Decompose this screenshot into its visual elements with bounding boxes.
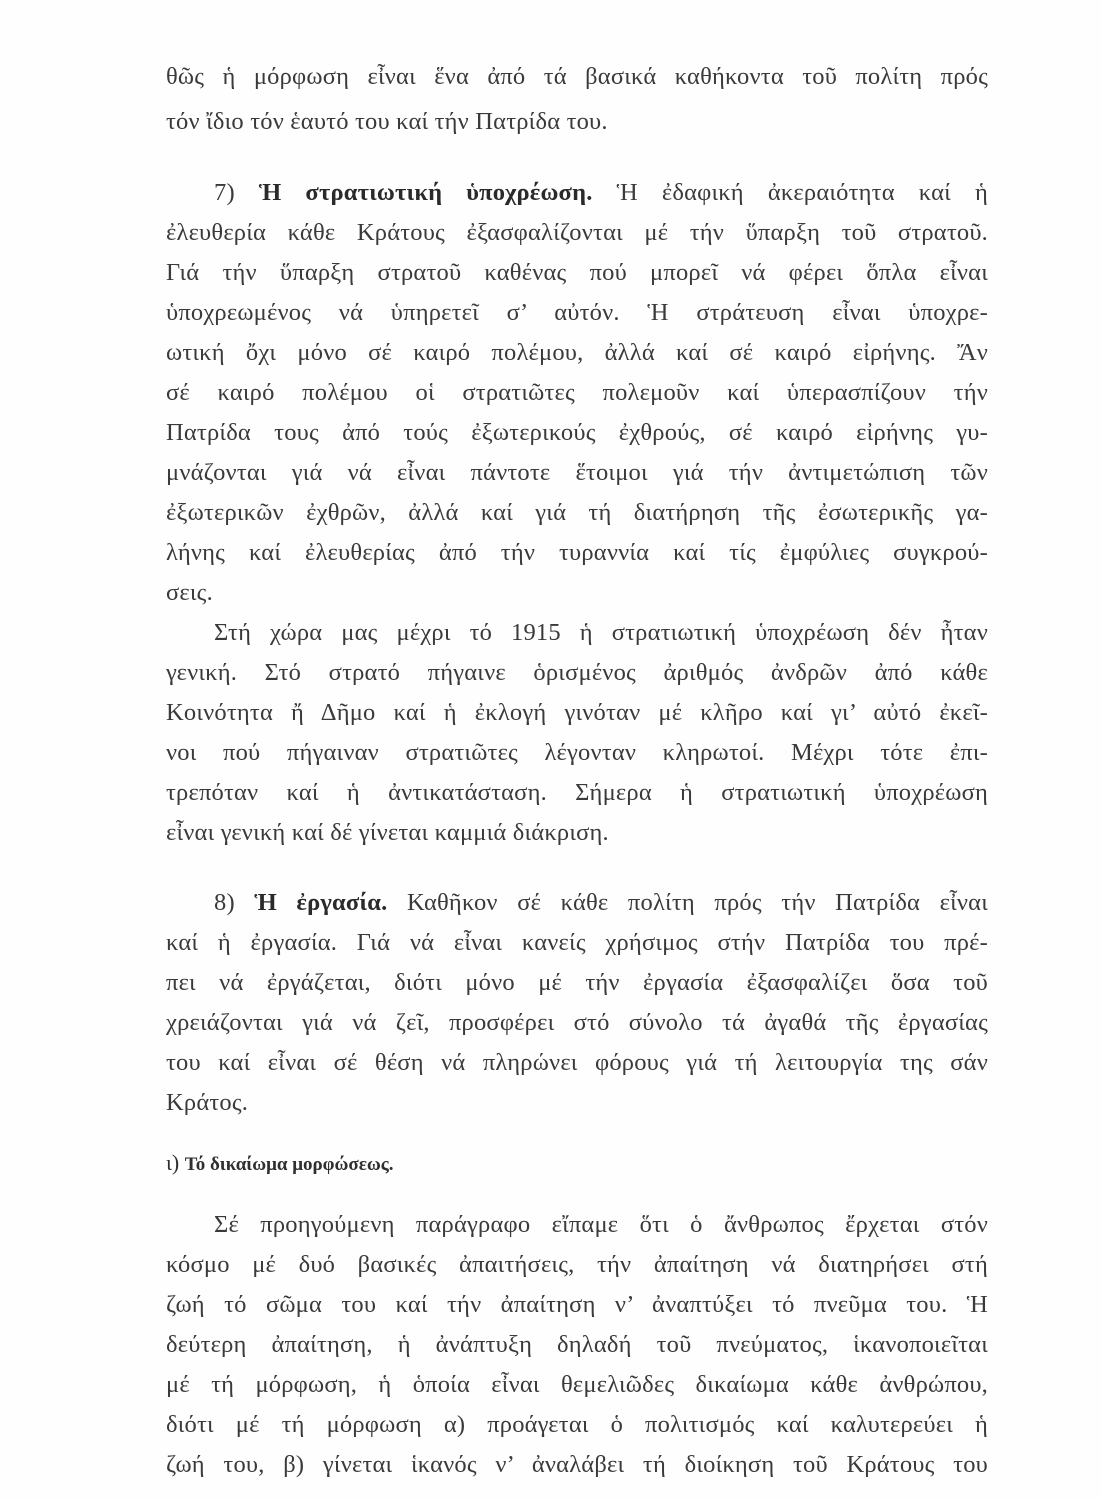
text-line: τόν ἴδιο τόν ἑαυτό του καί τήν Πατρίδα του.	[166, 108, 608, 135]
text-line: γενική. Στό στρατό πήγαινε ὁρισμένος ἀριθμός ἀνδρῶν ἀπό κάθε	[166, 659, 988, 686]
text-line: εἶναι γενική καί δέ γίνεται καμμιά διάκριση.	[166, 819, 609, 846]
section-7-number: 7)	[214, 179, 259, 206]
subsection-heading	[166, 1150, 394, 1178]
text-line: Στή χώρα μας μέχρι τό 1915 ἡ στρατιωτική ὑποχρέωση δέν ἦταν	[214, 619, 988, 646]
text-line: πει νά ἐργάζεται, διότι μόνο μέ τήν ἐργασία ἐξασφαλίζει ὅσα τοῦ	[166, 969, 988, 996]
text-line: θῶς ἡ μόρφωση εἶναι ἕνα ἀπό τά βασικά καθήκοντα τοῦ πολίτη πρός	[166, 63, 988, 90]
text-line: ἐξωτερικῶν ἐχθρῶν, ἀλλά καί γιά τή διατήρηση τῆς ἐσωτερικῆς γα-	[166, 499, 988, 526]
text-line: μνάζονται γιά νά εἶναι πάντοτε ἕτοιμοι γιά τήν ἀντιμετώπιση τῶν	[166, 459, 988, 486]
subsection-marker: ι)	[166, 1150, 185, 1175]
text-line: διότι μέ τή μόρφωση α) προάγεται ὁ πολιτισμός καί καλυτερεύει ἡ	[166, 1411, 988, 1438]
text-line: Κοινότητα ἤ Δῆμο καί ἡ ἐκλογή γινόταν μέ κλῆρο καί γι’ αὐτό ἐκεῖ-	[166, 699, 988, 726]
section-8-number: 8)	[214, 889, 255, 916]
section-7-title: Ἡ στρατιωτική ὑποχρέωση.	[258, 179, 593, 206]
text-line: χρειάζονται γιά νά ζεῖ, προσφέρει στό σύνολο τά ἀγαθά τῆς ἐργασίας	[166, 1009, 988, 1036]
text-line: σεις.	[166, 579, 213, 606]
text-line: ἐλευθερία κάθε Κράτους ἐξασφαλίζονται μέ τήν ὕπαρξη τοῦ στρατοῦ.	[166, 219, 988, 246]
section-8-heading-line	[214, 888, 988, 918]
text-line: σέ καιρό πολέμου οἱ στρατιῶτες πολεμοῦν καί ὑπερασπίζουν τήν	[166, 379, 988, 406]
text-fragment: Ἡ ἐδαφική ἀκεραιότητα καί ἡ	[592, 179, 988, 206]
text-line: δεύτερη ἀπαίτηση, ἡ ἀνάπτυξη δηλαδή τοῦ πνεύματος, ἱκανοποιεῖται	[166, 1331, 988, 1358]
text-line: κόσμο μέ δυό βασικές ἀπαιτήσεις, τήν ἀπαίτηση νά διατηρήσει στή	[166, 1251, 988, 1278]
text-line: τρεπόταν καί ἡ ἀντικατάσταση. Σήμερα ἡ στρατιωτική ὑποχρέωση	[166, 779, 988, 806]
text-line: Πατρίδα τους ἀπό τούς ἐξωτερικούς ἐχθρούς, σέ καιρό εἰρήνης γυ-	[166, 419, 988, 446]
text-line: λήνης καί ἐλευθερίας ἀπό τήν τυραννία καί τίς ἐμφύλιες συγκρού-	[166, 539, 988, 566]
text-line: καί ἡ ἐργασία. Γιά νά εἶναι κανείς χρήσιμος στήν Πατρίδα του πρέ-	[166, 929, 988, 956]
text-line: του καί εἶναι σέ θέση νά πληρώνει φόρους γιά τή λειτουργία της σάν	[166, 1049, 988, 1076]
text-line: Γιά τήν ὕπαρξη στρατοῦ καθένας πού μπορεῖ νά φέρει ὅπλα εἶναι	[166, 259, 988, 286]
text-line: Κράτος.	[166, 1089, 249, 1116]
text-line: Σέ προηγούμενη παράγραφο εἴπαμε ὅτι ὁ ἄνθρωπος ἔρχεται στόν	[214, 1211, 988, 1238]
text-line: ὑποχρεωμένος νά ὑπηρετεῖ σ’ αὐτόν. Ἡ στράτευση εἶναι ὑποχρε-	[166, 299, 988, 326]
section-8-title: Ἡ ἐργασία.	[254, 889, 388, 916]
text-line: ζωή τό σῶμα του καί τήν ἀπαίτηση ν’ ἀναπτύξει τό πνεῦμα του. Ἡ	[166, 1291, 988, 1318]
section-7-heading-line	[214, 178, 988, 208]
text-fragment: Καθῆκον σέ κάθε πολίτη πρός τήν Πατρίδα εἶναι	[387, 889, 989, 916]
text-line: ωτική ὄχι μόνο σέ καιρό πολέμου, ἀλλά καί σέ καιρό εἰρήνης. Ἄν	[166, 339, 988, 366]
text-line: νοι πού πήγαιναν στρατιῶτες λέγονταν κληρωτοί. Μέχρι τότε ἐπι-	[166, 739, 988, 766]
text-line: μέ τή μόρφωση, ἡ ὁποία εἶναι θεμελιῶδες δικαίωμα κάθε ἀνθρώπου,	[166, 1371, 988, 1398]
subsection-title: Τό δικαίωμα μορφώσεως.	[184, 1154, 394, 1175]
text-line: ζωή του, β) γίνεται ἱκανός ν’ ἀναλάβει τή διοίκηση τοῦ Κράτους του	[166, 1451, 988, 1478]
